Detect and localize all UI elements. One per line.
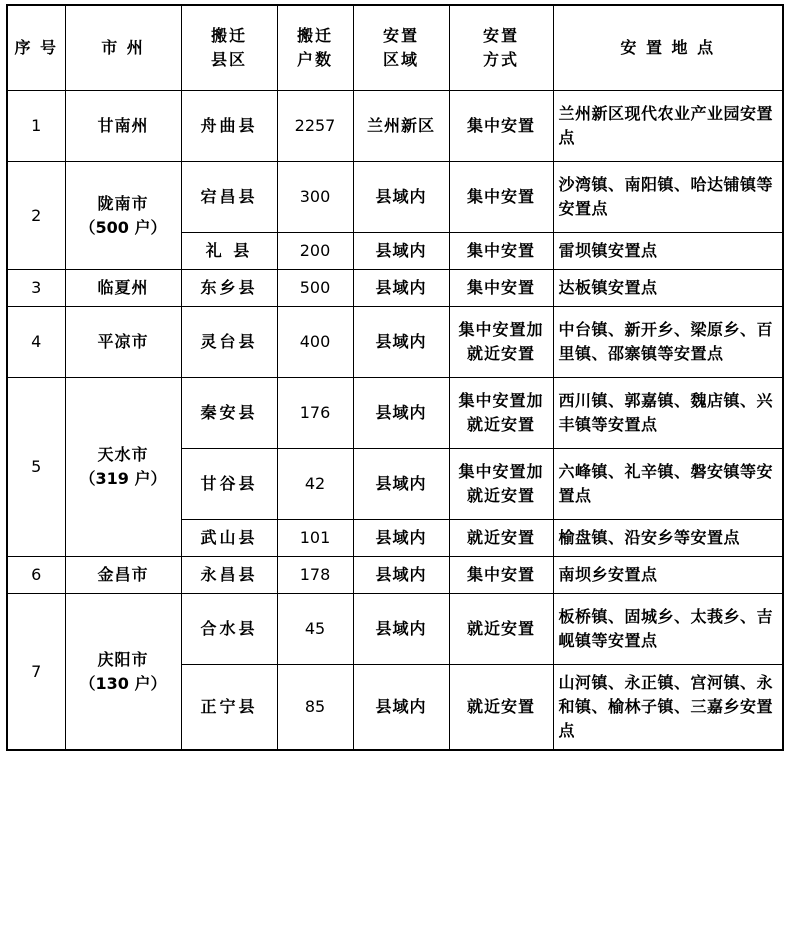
cell-mode: 集中安置加 就近安置: [449, 378, 553, 449]
cell-city: [65, 270, 181, 307]
cell-area: 县域内: [353, 557, 449, 594]
cell-households: 42: [277, 449, 353, 520]
col-header-mode: 安置 方式: [449, 5, 553, 91]
cell-households: 178: [277, 557, 353, 594]
cell-city: [65, 378, 181, 557]
cell-place: 兰州新区现代农业产业园安置点: [553, 91, 783, 162]
cell-households: 101: [277, 520, 353, 557]
cell-index: 2: [7, 162, 65, 270]
cell-mode: 集中安置加 就近安置: [449, 307, 553, 378]
cell-mode: 集中安置: [449, 557, 553, 594]
table-header: [7, 5, 783, 91]
col-header-place: 安 置 地 点: [553, 5, 783, 91]
cell-county: 秦安县: [181, 378, 277, 449]
cell-mode: 集中安置: [449, 91, 553, 162]
cell-area: 县域内: [353, 449, 449, 520]
cell-households: 400: [277, 307, 353, 378]
city-name: 临夏州: [97, 278, 149, 297]
cell-county: 正宁县: [181, 665, 277, 751]
cell-county: 舟曲县: [181, 91, 277, 162]
table-row: [7, 162, 783, 233]
city-subtotal: （500 户）: [79, 217, 167, 237]
cell-households: 300: [277, 162, 353, 233]
cell-index: 7: [7, 594, 65, 751]
cell-place: 榆盘镇、沿安乡等安置点: [553, 520, 783, 557]
cell-place: 山河镇、永正镇、宫河镇、永和镇、榆林子镇、三嘉乡安置点: [553, 665, 783, 751]
cell-place: 六峰镇、礼辛镇、磐安镇等安置点: [553, 449, 783, 520]
city-name: 平凉市: [97, 332, 149, 351]
table-body: [7, 91, 783, 751]
cell-index: 4: [7, 307, 65, 378]
cell-place: 达板镇安置点: [553, 270, 783, 307]
cell-mode: 集中安置: [449, 162, 553, 233]
cell-city: [65, 307, 181, 378]
table-row: [7, 594, 783, 665]
cell-households: 45: [277, 594, 353, 665]
cell-mode: 就近安置: [449, 520, 553, 557]
cell-area: 县域内: [353, 162, 449, 233]
cell-place: 板桥镇、固城乡、太莪乡、吉岘镇等安置点: [553, 594, 783, 665]
col-header-households: 搬迁 户数: [277, 5, 353, 91]
cell-mode: 集中安置: [449, 233, 553, 270]
col-header-area: 安置 区域: [353, 5, 449, 91]
cell-households: 200: [277, 233, 353, 270]
cell-area: 兰州新区: [353, 91, 449, 162]
cell-area: 县域内: [353, 233, 449, 270]
cell-index: 3: [7, 270, 65, 307]
cell-households: 2257: [277, 91, 353, 162]
cell-area: 县域内: [353, 520, 449, 557]
city-name: 金昌市: [97, 565, 149, 584]
city-subtotal: （130 户）: [79, 673, 167, 693]
relocation-table: [6, 4, 784, 751]
cell-place: 沙湾镇、南阳镇、哈达铺镇等安置点: [553, 162, 783, 233]
cell-county: 东乡县: [181, 270, 277, 307]
cell-mode: 集中安置: [449, 270, 553, 307]
cell-mode: 就近安置: [449, 594, 553, 665]
cell-area: 县域内: [353, 270, 449, 307]
cell-county: 礼 县: [181, 233, 277, 270]
cell-place: 西川镇、郭嘉镇、魏店镇、兴丰镇等安置点: [553, 378, 783, 449]
cell-mode: 集中安置加 就近安置: [449, 449, 553, 520]
cell-area: 县域内: [353, 378, 449, 449]
cell-area: 县域内: [353, 307, 449, 378]
cell-households: 176: [277, 378, 353, 449]
city-name: 陇南市: [97, 193, 149, 213]
cell-index: 1: [7, 91, 65, 162]
table-row: [7, 378, 783, 449]
cell-city: [65, 557, 181, 594]
cell-area: 县域内: [353, 665, 449, 751]
cell-index: 6: [7, 557, 65, 594]
table-row: [7, 557, 783, 594]
col-header-county: 搬迁 县区: [181, 5, 277, 91]
city-name: 天水市: [97, 445, 149, 464]
cell-county: 甘谷县: [181, 449, 277, 520]
table-row: [7, 91, 783, 162]
cell-county: 宕昌县: [181, 162, 277, 233]
cell-place: 雷坝镇安置点: [553, 233, 783, 270]
city-name: 庆阳市: [97, 649, 149, 669]
cell-county: 永昌县: [181, 557, 277, 594]
cell-area: 县域内: [353, 594, 449, 665]
cell-place: 中台镇、新开乡、梁原乡、百里镇、邵寨镇等安置点: [553, 307, 783, 378]
table-row: [7, 270, 783, 307]
cell-city: [65, 162, 181, 270]
cell-city: [65, 594, 181, 751]
cell-city: [65, 91, 181, 162]
cell-households: 85: [277, 665, 353, 751]
city-subtotal: （319 户）: [79, 469, 167, 488]
cell-place: 南坝乡安置点: [553, 557, 783, 594]
header-row: [7, 5, 783, 91]
cell-index: 5: [7, 378, 65, 557]
cell-county: 合水县: [181, 594, 277, 665]
cell-mode: 就近安置: [449, 665, 553, 751]
cell-households: 500: [277, 270, 353, 307]
cell-county: 武山县: [181, 520, 277, 557]
col-header-city: 市 州: [65, 5, 181, 91]
col-header-index: 序 号: [7, 5, 65, 91]
city-name: 甘南州: [97, 116, 149, 135]
table-row: [7, 307, 783, 378]
cell-county: 灵台县: [181, 307, 277, 378]
